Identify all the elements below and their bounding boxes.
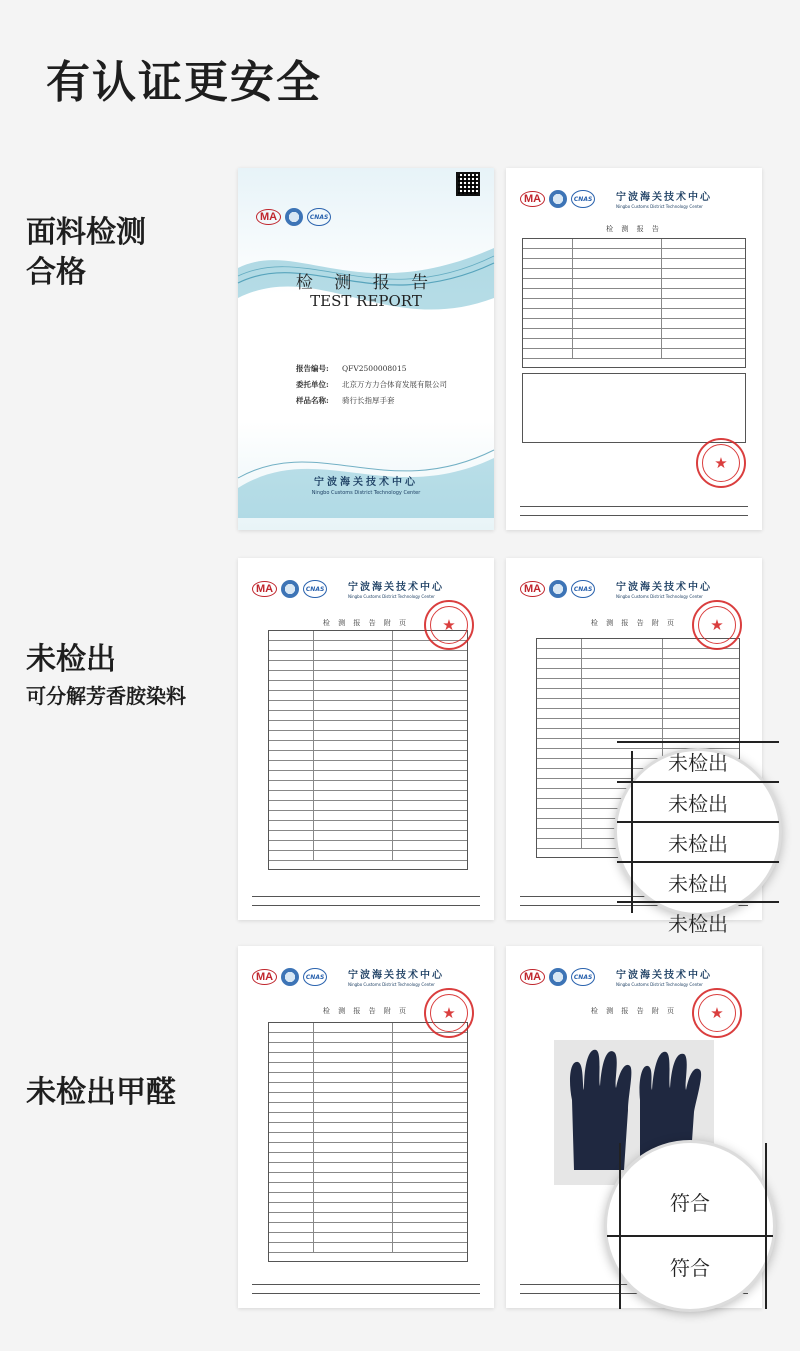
- ma-logo: MA: [520, 581, 545, 597]
- page-title: 有认证更安全: [46, 57, 322, 108]
- report-header: [616, 578, 712, 599]
- report-header: [616, 966, 712, 987]
- cnas-logo: CNAS: [571, 190, 595, 208]
- report-logos: [252, 968, 327, 986]
- report-cover: [238, 168, 494, 530]
- ilac-logo: [281, 968, 299, 986]
- report-logos: [520, 580, 595, 598]
- section-label-fabric: [26, 213, 146, 293]
- official-stamp: ★: [696, 438, 746, 488]
- report-table: [522, 238, 746, 368]
- report-footer: [252, 896, 480, 906]
- cnas-logo: CNAS: [571, 968, 595, 986]
- cover-info-row: [296, 361, 447, 377]
- section-label-amine: [26, 640, 186, 710]
- report-header-en: Ningbo Customs District Technology Center: [348, 594, 435, 599]
- report-header-cn: 宁波海关技术中心: [348, 970, 444, 981]
- report-appendix-formaldehyde: [238, 946, 494, 1308]
- magnifier-result-detail: [614, 748, 782, 936]
- report-header-cn: 宁波海关技术中心: [616, 582, 712, 593]
- result-cell: 未检出: [617, 741, 779, 779]
- report-logos: [520, 968, 595, 986]
- cover-logos: [256, 208, 331, 226]
- section-label-amine-main: 未检出: [26, 642, 116, 677]
- report-appendix-amine-1: [238, 558, 494, 920]
- result-cell: 未检出: [617, 861, 779, 901]
- cnas-logo: CNAS: [571, 580, 595, 598]
- cover-title-en: TEST REPORT: [310, 292, 422, 310]
- report-page-1: [506, 168, 762, 530]
- qr-code-icon: [456, 172, 480, 196]
- cnas-logo: CNAS: [303, 580, 327, 598]
- section-label-fabric-line1: 面料检测: [26, 215, 146, 250]
- cover-info-value: 北京万方力合体育发展有限公司: [342, 380, 447, 389]
- report-header: [616, 188, 712, 209]
- report-logos: [252, 580, 327, 598]
- official-stamp: ★: [692, 600, 742, 650]
- result-cell: 符合: [607, 1235, 773, 1295]
- cnas-logo: CNAS: [307, 208, 331, 226]
- section-label-fabric-line2: 合格: [26, 255, 86, 290]
- report-header: [348, 578, 444, 599]
- cover-title-cn: 检 测 报 告: [295, 273, 437, 293]
- report-header-cn: 宁波海关技术中心: [348, 582, 444, 593]
- official-stamp: ★: [424, 600, 474, 650]
- report-header-en: Ningbo Customs District Technology Center: [348, 982, 435, 987]
- report-header: [348, 966, 444, 987]
- section-label-formaldehyde-main: 未检出甲醛: [26, 1075, 176, 1110]
- magnifier-result-detail: [604, 1140, 776, 1312]
- report-table: [268, 1022, 468, 1262]
- cover-org-cn: 宁波海关技术中心: [314, 477, 418, 488]
- cover-info-value: QFV2500008015: [342, 364, 407, 373]
- report-page-title: 检 测 报 告 附 页: [322, 1007, 410, 1015]
- ilac-logo: [281, 580, 299, 598]
- report-page-title: 检 测 报 告: [606, 225, 662, 233]
- report-page-title: 检 测 报 告 附 页: [590, 619, 678, 627]
- result-cell: 未检出: [617, 821, 779, 861]
- report-header-cn: 宁波海关技术中心: [616, 970, 712, 981]
- cover-info-key: 样品名称:: [296, 396, 329, 405]
- ilac-logo: [285, 208, 303, 226]
- report-header-cn: 宁波海关技术中心: [616, 192, 712, 203]
- result-cell: 符合: [670, 1190, 710, 1215]
- official-stamp: ★: [692, 988, 742, 1038]
- report-footer: [520, 506, 748, 516]
- cover-info: [296, 361, 447, 409]
- cover-info-key: 报告编号:: [296, 364, 329, 373]
- report-header-en: Ningbo Customs District Technology Center: [616, 594, 703, 599]
- report-page-title: 检 测 报 告 附 页: [322, 619, 410, 627]
- cover-info-key: 委托单位:: [296, 380, 329, 389]
- cnas-logo: CNAS: [303, 968, 327, 986]
- ma-logo: MA: [520, 969, 545, 985]
- report-header-en: Ningbo Customs District Technology Center: [616, 982, 703, 987]
- report-footer: [252, 1284, 480, 1294]
- ma-logo: MA: [252, 581, 277, 597]
- ilac-logo: [549, 190, 567, 208]
- result-cell: 未检出: [617, 901, 779, 941]
- section-label-formaldehyde: [26, 1073, 176, 1113]
- ilac-logo: [549, 968, 567, 986]
- cover-info-row: [296, 393, 447, 409]
- report-logos: [520, 190, 595, 208]
- report-header-en: Ningbo Customs District Technology Center: [616, 204, 703, 209]
- ma-logo: MA: [520, 191, 545, 207]
- cover-org-en: Ningbo Customs District Technology Center: [311, 490, 421, 496]
- ma-logo: MA: [256, 209, 281, 225]
- report-page-title: 检 测 报 告 附 页: [590, 1007, 678, 1015]
- section-label-amine-sub: 可分解芳香胺染料: [26, 684, 186, 708]
- ma-logo: MA: [252, 969, 277, 985]
- report-conclusion-box: [522, 373, 746, 443]
- official-stamp: ★: [424, 988, 474, 1038]
- report-table: [268, 630, 468, 870]
- cover-info-row: [296, 377, 447, 393]
- cover-info-value: 骑行长指厚手套: [342, 396, 395, 405]
- ilac-logo: [549, 580, 567, 598]
- result-cell: 未检出: [617, 781, 779, 821]
